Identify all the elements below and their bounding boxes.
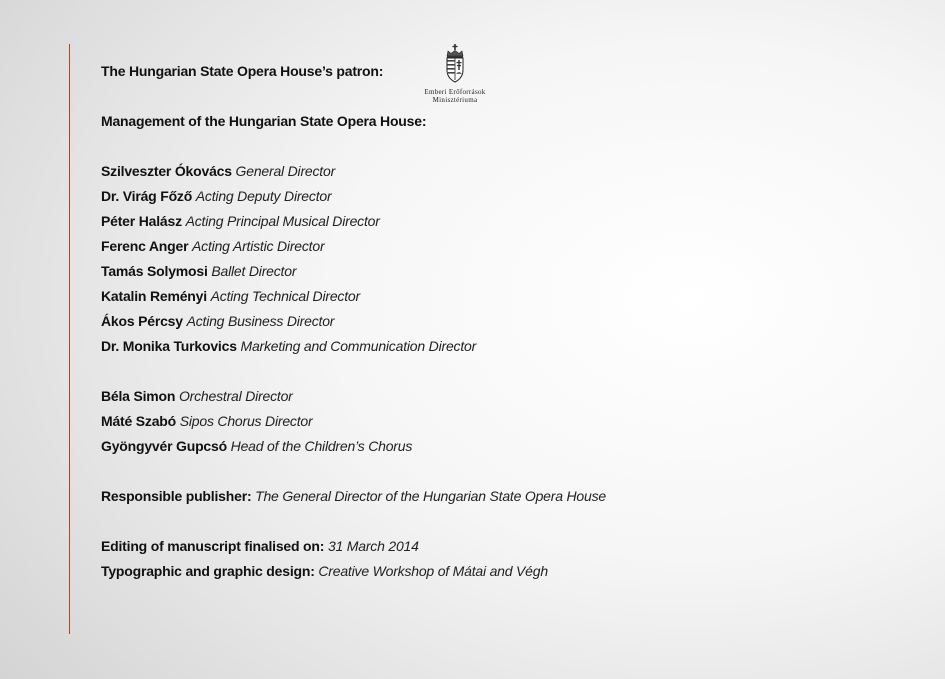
music-director-entry — [101, 387, 293, 405]
director-name: Dr. Monika Turkovics — [101, 338, 237, 354]
music-director-entry — [101, 437, 412, 455]
editing-label: Editing of manuscript finalised on: — [101, 538, 325, 554]
director-role: Acting Principal Musical Director — [185, 213, 380, 229]
director-role: Acting Artistic Director — [192, 238, 325, 254]
publisher-value: The General Director of the Hungarian State Opera House — [255, 488, 606, 504]
director-name: Szilveszter Ókovács — [101, 163, 232, 179]
design-line — [101, 562, 548, 580]
music-director-name: Gyöngyvér Gupcsó — [101, 438, 227, 454]
music-director-role: Head of the Children’s Chorus — [230, 438, 413, 454]
director-role: Acting Business Director — [186, 313, 335, 329]
director-entry — [101, 262, 296, 280]
music-director-name: Béla Simon — [101, 388, 176, 404]
director-entry — [101, 162, 335, 180]
director-role: Acting Technical Director — [210, 288, 360, 304]
ministry-name-line-2: Minisztériuma — [432, 96, 478, 104]
ministry-logo — [407, 44, 503, 104]
music-director-role: Sipos Chorus Director — [179, 413, 313, 429]
director-name: Ákos Pércsy — [101, 313, 183, 329]
director-role: Ballet Director — [211, 263, 297, 279]
publisher-line — [101, 487, 606, 505]
ministry-name-line-1: Emberi Erőforrások — [424, 88, 486, 96]
music-director-entry — [101, 412, 312, 430]
director-name: Tamás Solymosi — [101, 263, 208, 279]
director-name: Péter Halász — [101, 213, 182, 229]
director-entry — [101, 337, 476, 355]
director-name: Dr. Virág Főző — [101, 188, 193, 204]
director-entry — [101, 312, 334, 330]
director-entry — [101, 237, 324, 255]
coat-of-arms-icon — [443, 44, 467, 84]
publisher-label: Responsible publisher: — [101, 488, 252, 504]
director-name: Katalin Reményi — [101, 288, 207, 304]
vertical-rule — [69, 44, 70, 634]
director-role: Marketing and Communication Director — [240, 338, 477, 354]
director-entry — [101, 287, 360, 305]
director-entry — [101, 187, 331, 205]
music-director-name: Máté Szabó — [101, 413, 177, 429]
director-role: Acting Deputy Director — [195, 188, 332, 204]
director-entry — [101, 212, 380, 230]
design-label: Typographic and graphic design: — [101, 563, 315, 579]
editing-line — [101, 537, 419, 555]
design-value: Creative Workshop of Mátai and Végh — [318, 563, 548, 579]
music-director-role: Orchestral Director — [178, 388, 293, 404]
editing-date: 31 March 2014 — [327, 538, 419, 554]
director-role: General Director — [235, 163, 336, 179]
patron-label: The Hungarian State Opera House’s patron: — [101, 63, 384, 79]
director-name: Ferenc Anger — [101, 238, 189, 254]
management-heading: Management of the Hungarian State Opera House: — [101, 113, 427, 129]
